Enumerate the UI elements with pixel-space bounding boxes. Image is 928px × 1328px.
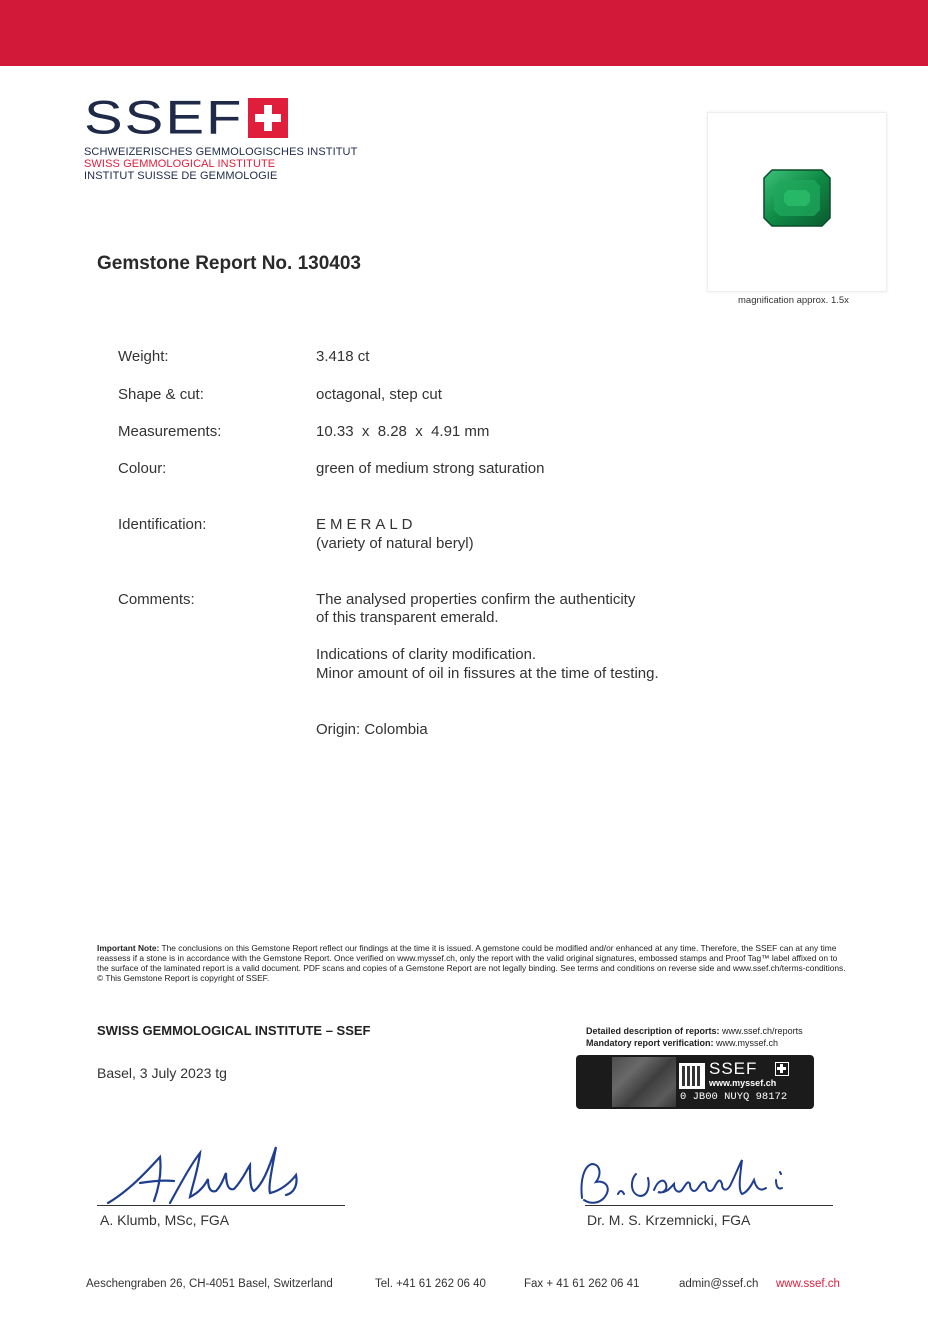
institute-name-en: SWISS GEMMOLOGICAL INSTITUTE (84, 158, 276, 170)
magnification-caption: magnification approx. 1.5x (738, 295, 849, 306)
ssef-logo (84, 90, 384, 190)
report-date: Basel, 3 July 2023 tg (97, 1065, 227, 1081)
shape-cut-value: octagonal, step cut (316, 386, 442, 403)
signature-line-left (97, 1205, 345, 1206)
proof-tag-brand: SSEF (709, 1059, 758, 1078)
logo-wordmark: SSEF (84, 90, 244, 145)
footer-fax: Fax + 41 61 262 06 41 (524, 1278, 640, 1290)
datamatrix-code-icon (679, 1063, 705, 1089)
colour-label: Colour: (118, 460, 167, 477)
institute-name-fr: INSTITUT SUISSE DE GEMMOLOGIE (84, 170, 278, 182)
clarity-comment-line-2: Minor amount of oil in fissures at the time of testing. (316, 665, 659, 682)
footer-tel: Tel. +41 61 262 06 40 (375, 1278, 486, 1290)
important-note-label: Important Note: (97, 943, 160, 953)
proof-tag-label (576, 1055, 814, 1109)
clarity-comment-line-1: Indications of clarity modification. (316, 646, 537, 663)
weight-value: 3.418 ct (316, 348, 370, 365)
top-red-band (0, 0, 928, 66)
colour-value: green of medium strong saturation (316, 460, 545, 477)
footer-website[interactable]: www.ssef.ch (776, 1278, 840, 1290)
signature-krzemnicki (570, 1150, 810, 1210)
proof-tag-url: www.myssef.ch (709, 1078, 777, 1088)
signatory-right: Dr. M. S. Krzemnicki, FGA (587, 1212, 751, 1228)
proof-tag-code: 0 JB00 NUYQ 98172 (680, 1091, 788, 1103)
comments-line-1: The analysed properties confirm the authenticity (316, 591, 636, 608)
verification-link[interactable]: www.myssef.ch (716, 1038, 779, 1048)
proof-tag-cross-icon (775, 1062, 789, 1076)
footer-address: Aeschengraben 26, CH-4051 Basel, Switzerland (86, 1278, 333, 1290)
description-label: Detailed description of reports: (586, 1026, 720, 1036)
identification-label: Identification: (118, 516, 207, 533)
description-link[interactable]: www.ssef.ch/reports (722, 1026, 803, 1036)
signature-klumb (100, 1135, 330, 1210)
identification-value: EMERALD (316, 516, 417, 533)
important-note-text: The conclusions on this Gemstone Report reflect our findings at the time it is issued. A gemstone could be modified and/or enhanced at any time. Therefore, the SSEF can at any time reassess if a stone is in accordance with the Gemstone Report. Once verified on www.myssef.ch, only the report with the valid original signatures, embossed stamps and Proof Tag™ label affixed on to the surface of the laminated report is a valid document. PDF scans and copies of a Gemstone Report are not legally binding. See terms and conditions on reverse side and www.ssef.ch/terms-conditions. © This Gemstone Report is copyright of SSEF. (97, 943, 846, 983)
swiss-cross-icon (248, 98, 288, 138)
origin-value: Origin: Colombia (316, 721, 428, 738)
comments-line-2: of this transparent emerald. (316, 609, 499, 626)
important-note (97, 943, 849, 983)
weight-label: Weight: (118, 348, 169, 365)
signatory-left: A. Klumb, MSc, FGA (100, 1212, 230, 1228)
institute-name: SWISS GEMMOLOGICAL INSTITUTE – SSEF (97, 1023, 371, 1038)
signature-line-right (585, 1205, 833, 1206)
report-links (586, 1025, 803, 1049)
comments-label: Comments: (118, 591, 195, 608)
shape-cut-label: Shape & cut: (118, 386, 204, 403)
hologram-pattern (612, 1057, 676, 1107)
emerald-gemstone-image (762, 168, 832, 228)
logo-mark (84, 90, 288, 146)
footer-email[interactable]: admin@ssef.ch (679, 1278, 759, 1290)
report-title: Gemstone Report No. 130403 (97, 253, 361, 274)
verification-label: Mandatory report verification: (586, 1038, 714, 1048)
measurements-label: Measurements: (118, 423, 222, 440)
measurements-value: 10.33 x 8.28 x 4.91 mm (316, 423, 490, 440)
institute-name-de: SCHWEIZERISCHES GEMMOLOGISCHES INSTITUT (84, 146, 358, 158)
logo-institute-names (84, 146, 357, 182)
identification-subtext: (variety of natural beryl) (316, 535, 474, 552)
